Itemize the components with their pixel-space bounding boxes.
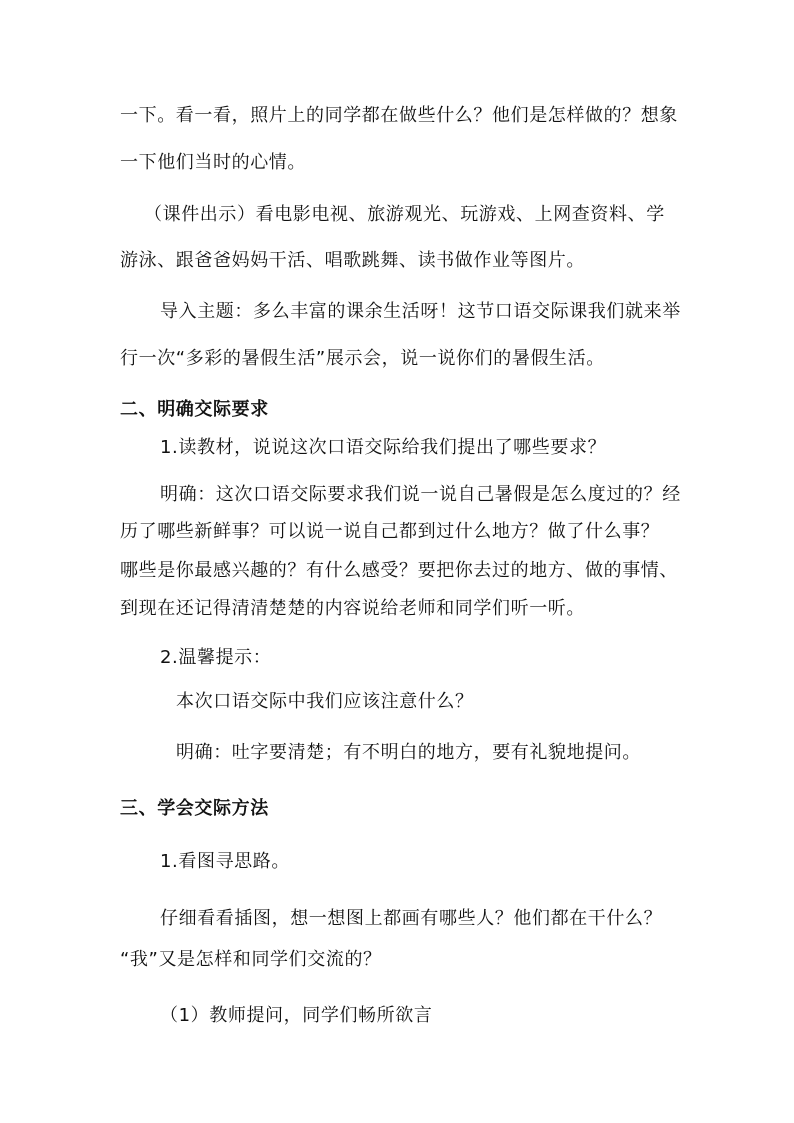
para1-line1: 一下。看一看，照片上的同学都在做些什么？他们是怎样做的？想象 xyxy=(120,105,678,126)
clarify1-line2: 历了哪些新鲜事？可以说一说自己都到过什么地方？做了什么事？ xyxy=(120,521,660,542)
list-item-warm-tips: 2.温馨提示： xyxy=(160,647,272,668)
question-line: 本次口语交际中我们应该注意什么？ xyxy=(176,691,474,712)
section3-para-line1: 仔细看看插图，想一想图上都画有哪些人？他们都在干什么？ xyxy=(160,908,663,929)
sub-item-teacher-asks: （1）教师提问，同学们畅所欲言 xyxy=(160,1005,433,1026)
para2-line2: 游泳、跟爸爸妈妈干活、唱歌跳舞、读书做作业等图片。 xyxy=(120,250,585,271)
clarify1-line3: 哪些是你最感兴趣的？有什么感受？要把你去过的地方、做的事情、 xyxy=(120,560,678,581)
para1-line2: 一下他们当时的心情。 xyxy=(120,152,306,173)
clarify1-line1: 明确：这次口语交际要求我们说一说自己暑假是怎么度过的？经 xyxy=(160,484,681,505)
para3-line2: 行一次“多彩的暑假生活”展示会，说一说你们的暑假生活。 xyxy=(120,348,605,369)
list-item-read-textbook: 1.读教材，说说这次口语交际给我们提出了哪些要求？ xyxy=(160,437,607,458)
para3-line1: 导入主题：多么丰富的课余生活呀！这节口语交际课我们就来举 xyxy=(160,301,681,322)
para2-line1: （课件出示）看电影电视、旅游观光、玩游戏、上网查资料、学 xyxy=(144,204,665,225)
clarify1-line4: 到现在还记得清清楚楚的内容说给老师和同学们听一听。 xyxy=(120,598,585,619)
section-heading-requirements: 二、明确交际要求 xyxy=(120,399,269,420)
clarify2-line: 明确：吐字要清楚；有不明白的地方，要有礼貌地提问。 xyxy=(176,742,641,763)
section3-para-line2: “我”又是怎样和同学们交流的？ xyxy=(120,949,382,970)
list-item-look-at-picture: 1.看图寻思路。 xyxy=(160,851,290,872)
section-heading-methods: 三、学会交际方法 xyxy=(120,798,269,819)
